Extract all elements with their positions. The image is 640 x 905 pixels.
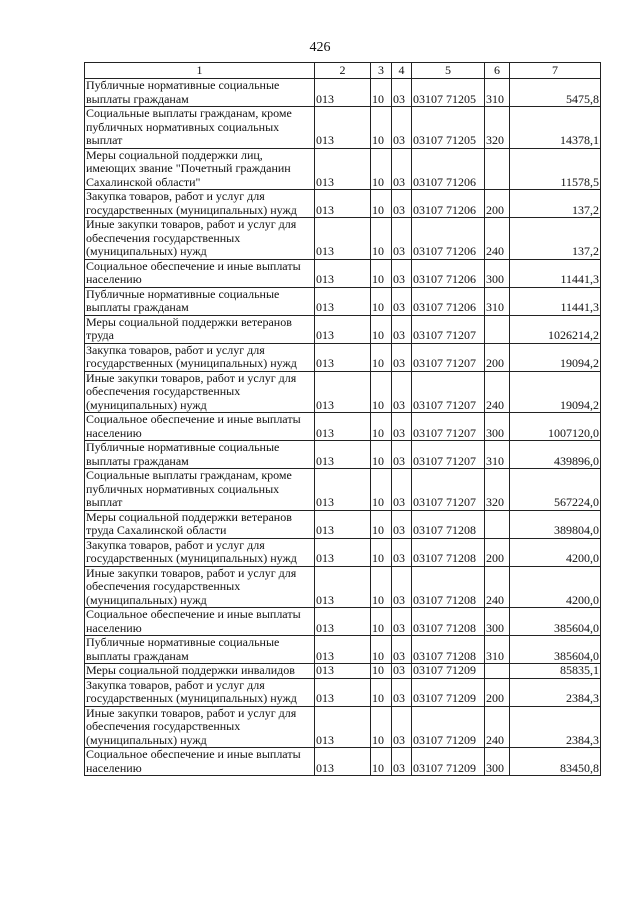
row-subsection-code: 03	[392, 148, 412, 190]
row-expense-type: 300	[485, 413, 510, 441]
row-ministry-code: 013	[315, 413, 371, 441]
table-row	[85, 510, 601, 538]
row-target-code: 03107 71208	[412, 510, 485, 538]
row-amount: 19094,2	[510, 371, 601, 413]
row-section-code: 10	[371, 441, 392, 469]
row-amount: 1026214,2	[510, 315, 601, 343]
table-row	[85, 148, 601, 190]
row-expense-type: 320	[485, 469, 510, 511]
header-row	[85, 63, 601, 79]
table-row	[85, 748, 601, 776]
row-subsection-code: 03	[392, 190, 412, 218]
row-ministry-code: 013	[315, 371, 371, 413]
row-amount: 85835,1	[510, 664, 601, 679]
row-name: Меры социальной поддержки инвалидов	[85, 664, 315, 679]
row-subsection-code: 03	[392, 678, 412, 706]
row-section-code: 10	[371, 566, 392, 608]
row-name: Иные закупки товаров, работ и услуг для обеспечения государственных (муниципальных) нужд	[85, 566, 315, 608]
row-expense-type	[485, 315, 510, 343]
table-row	[85, 469, 601, 511]
row-amount: 11578,5	[510, 148, 601, 190]
row-name: Иные закупки товаров, работ и услуг для обеспечения государственных (муниципальных) нужд	[85, 706, 315, 748]
row-name: Закупка товаров, работ и услуг для государственных (муниципальных) нужд	[85, 190, 315, 218]
row-subsection-code: 03	[392, 413, 412, 441]
table-row	[85, 371, 601, 413]
row-subsection-code: 03	[392, 566, 412, 608]
table-row	[85, 343, 601, 371]
row-target-code: 03107 71207	[412, 343, 485, 371]
row-amount: 4200,0	[510, 538, 601, 566]
row-target-code: 03107 71206	[412, 190, 485, 218]
row-subsection-code: 03	[392, 315, 412, 343]
row-target-code: 03107 71209	[412, 664, 485, 679]
table-row	[85, 636, 601, 664]
row-expense-type	[485, 664, 510, 679]
row-amount: 83450,8	[510, 748, 601, 776]
row-expense-type: 200	[485, 190, 510, 218]
table-row	[85, 259, 601, 287]
row-ministry-code: 013	[315, 748, 371, 776]
row-section-code: 10	[371, 218, 392, 260]
row-section-code: 10	[371, 315, 392, 343]
row-section-code: 10	[371, 107, 392, 149]
row-target-code: 03107 71207	[412, 441, 485, 469]
row-section-code: 10	[371, 413, 392, 441]
row-ministry-code: 013	[315, 287, 371, 315]
row-section-code: 10	[371, 469, 392, 511]
row-section-code: 10	[371, 371, 392, 413]
row-name: Публичные нормативные социальные выплаты гражданам	[85, 79, 315, 107]
row-expense-type: 200	[485, 678, 510, 706]
row-ministry-code: 013	[315, 608, 371, 636]
row-target-code: 03107 71206	[412, 287, 485, 315]
table-row	[85, 190, 601, 218]
row-expense-type	[485, 510, 510, 538]
table-row	[85, 566, 601, 608]
row-target-code: 03107 71209	[412, 678, 485, 706]
row-target-code: 03107 71205	[412, 79, 485, 107]
row-section-code: 10	[371, 343, 392, 371]
row-name: Закупка товаров, работ и услуг для государственных (муниципальных) нужд	[85, 678, 315, 706]
row-ministry-code: 013	[315, 190, 371, 218]
page-number: 426	[309, 40, 331, 55]
row-name: Публичные нормативные социальные выплаты гражданам	[85, 441, 315, 469]
row-ministry-code: 013	[315, 510, 371, 538]
row-name: Закупка товаров, работ и услуг для государственных (муниципальных) нужд	[85, 343, 315, 371]
table-row	[85, 706, 601, 748]
row-amount: 2384,3	[510, 706, 601, 748]
row-expense-type: 240	[485, 566, 510, 608]
row-subsection-code: 03	[392, 107, 412, 149]
row-target-code: 03107 71207	[412, 469, 485, 511]
row-ministry-code: 013	[315, 706, 371, 748]
row-name: Меры социальной поддержки лиц, имеющих звание "Почетный гражданин Сахалинской области"	[85, 148, 315, 190]
table-row	[85, 287, 601, 315]
row-subsection-code: 03	[392, 538, 412, 566]
row-subsection-code: 03	[392, 608, 412, 636]
row-subsection-code: 03	[392, 218, 412, 260]
header-cell-2: 2	[315, 63, 371, 79]
row-subsection-code: 03	[392, 79, 412, 107]
row-name: Закупка товаров, работ и услуг для государственных (муниципальных) нужд	[85, 538, 315, 566]
table-body	[85, 79, 601, 776]
row-section-code: 10	[371, 538, 392, 566]
row-ministry-code: 013	[315, 441, 371, 469]
row-expense-type: 300	[485, 608, 510, 636]
header-cell-3: 3	[371, 63, 392, 79]
row-name: Меры социальной поддержки ветеранов труда	[85, 315, 315, 343]
row-section-code: 10	[371, 706, 392, 748]
row-expense-type: 300	[485, 748, 510, 776]
header-cell-6: 6	[485, 63, 510, 79]
row-amount: 439896,0	[510, 441, 601, 469]
row-expense-type	[485, 148, 510, 190]
row-subsection-code: 03	[392, 706, 412, 748]
row-name: Публичные нормативные социальные выплаты гражданам	[85, 636, 315, 664]
row-section-code: 10	[371, 148, 392, 190]
row-ministry-code: 013	[315, 538, 371, 566]
row-subsection-code: 03	[392, 441, 412, 469]
row-target-code: 03107 71209	[412, 748, 485, 776]
row-target-code: 03107 71207	[412, 315, 485, 343]
row-section-code: 10	[371, 259, 392, 287]
table-row	[85, 678, 601, 706]
row-subsection-code: 03	[392, 664, 412, 679]
row-target-code: 03107 71206	[412, 259, 485, 287]
row-amount: 11441,3	[510, 287, 601, 315]
table-row	[85, 315, 601, 343]
row-subsection-code: 03	[392, 510, 412, 538]
row-expense-type: 310	[485, 79, 510, 107]
row-ministry-code: 013	[315, 79, 371, 107]
table-row	[85, 107, 601, 149]
row-amount: 389804,0	[510, 510, 601, 538]
row-ministry-code: 013	[315, 636, 371, 664]
row-amount: 5475,8	[510, 79, 601, 107]
row-amount: 137,2	[510, 190, 601, 218]
table-row	[85, 664, 601, 679]
row-section-code: 10	[371, 748, 392, 776]
row-section-code: 10	[371, 664, 392, 679]
row-ministry-code: 013	[315, 566, 371, 608]
row-ministry-code: 013	[315, 678, 371, 706]
row-target-code: 03107 71208	[412, 538, 485, 566]
row-section-code: 10	[371, 79, 392, 107]
row-ministry-code: 013	[315, 148, 371, 190]
row-name: Социальное обеспечение и иные выплаты населению	[85, 413, 315, 441]
row-expense-type: 240	[485, 218, 510, 260]
row-section-code: 10	[371, 636, 392, 664]
row-target-code: 03107 71209	[412, 706, 485, 748]
table-row	[85, 218, 601, 260]
row-subsection-code: 03	[392, 371, 412, 413]
header-cell-4: 4	[392, 63, 412, 79]
row-expense-type: 240	[485, 371, 510, 413]
row-expense-type: 310	[485, 636, 510, 664]
row-target-code: 03107 71208	[412, 608, 485, 636]
table-row	[85, 413, 601, 441]
row-expense-type: 310	[485, 441, 510, 469]
row-subsection-code: 03	[392, 259, 412, 287]
row-name: Социальные выплаты гражданам, кроме публичных нормативных социальных выплат	[85, 107, 315, 149]
row-name: Социальное обеспечение и иные выплаты населению	[85, 748, 315, 776]
row-target-code: 03107 71207	[412, 371, 485, 413]
row-ministry-code: 013	[315, 469, 371, 511]
header-cell-1: 1	[85, 63, 315, 79]
row-amount: 567224,0	[510, 469, 601, 511]
row-amount: 137,2	[510, 218, 601, 260]
row-expense-type: 200	[485, 343, 510, 371]
row-subsection-code: 03	[392, 287, 412, 315]
row-subsection-code: 03	[392, 343, 412, 371]
row-amount: 11441,3	[510, 259, 601, 287]
header-cell-7: 7	[510, 63, 601, 79]
row-name: Иные закупки товаров, работ и услуг для обеспечения государственных (муниципальных) нужд	[85, 371, 315, 413]
row-subsection-code: 03	[392, 469, 412, 511]
table-row	[85, 441, 601, 469]
row-amount: 1007120,0	[510, 413, 601, 441]
row-subsection-code: 03	[392, 636, 412, 664]
row-ministry-code: 013	[315, 315, 371, 343]
row-target-code: 03107 71205	[412, 107, 485, 149]
row-ministry-code: 013	[315, 218, 371, 260]
row-section-code: 10	[371, 287, 392, 315]
row-target-code: 03107 71206	[412, 218, 485, 260]
row-ministry-code: 013	[315, 343, 371, 371]
row-target-code: 03107 71207	[412, 413, 485, 441]
table-row	[85, 538, 601, 566]
row-target-code: 03107 71208	[412, 566, 485, 608]
row-expense-type: 310	[485, 287, 510, 315]
row-section-code: 10	[371, 510, 392, 538]
row-ministry-code: 013	[315, 107, 371, 149]
row-target-code: 03107 71208	[412, 636, 485, 664]
row-ministry-code: 013	[315, 259, 371, 287]
row-ministry-code: 013	[315, 664, 371, 679]
row-name: Социальное обеспечение и иные выплаты населению	[85, 608, 315, 636]
row-name: Социальные выплаты гражданам, кроме публичных нормативных социальных выплат	[85, 469, 315, 511]
row-amount: 2384,3	[510, 678, 601, 706]
row-expense-type: 240	[485, 706, 510, 748]
row-name: Публичные нормативные социальные выплаты гражданам	[85, 287, 315, 315]
row-section-code: 10	[371, 678, 392, 706]
budget-table	[84, 62, 601, 776]
row-expense-type: 300	[485, 259, 510, 287]
row-section-code: 10	[371, 608, 392, 636]
row-amount: 14378,1	[510, 107, 601, 149]
row-expense-type: 200	[485, 538, 510, 566]
row-expense-type: 320	[485, 107, 510, 149]
row-amount: 385604,0	[510, 608, 601, 636]
table-row	[85, 608, 601, 636]
row-amount: 19094,2	[510, 343, 601, 371]
table-row	[85, 79, 601, 107]
row-name: Меры социальной поддержки ветеранов труда Сахалинской области	[85, 510, 315, 538]
row-name: Иные закупки товаров, работ и услуг для обеспечения государственных (муниципальных) нужд	[85, 218, 315, 260]
row-subsection-code: 03	[392, 748, 412, 776]
row-name: Социальное обеспечение и иные выплаты населению	[85, 259, 315, 287]
header-cell-5: 5	[412, 63, 485, 79]
row-amount: 4200,0	[510, 566, 601, 608]
row-section-code: 10	[371, 190, 392, 218]
row-target-code: 03107 71206	[412, 148, 485, 190]
row-amount: 385604,0	[510, 636, 601, 664]
